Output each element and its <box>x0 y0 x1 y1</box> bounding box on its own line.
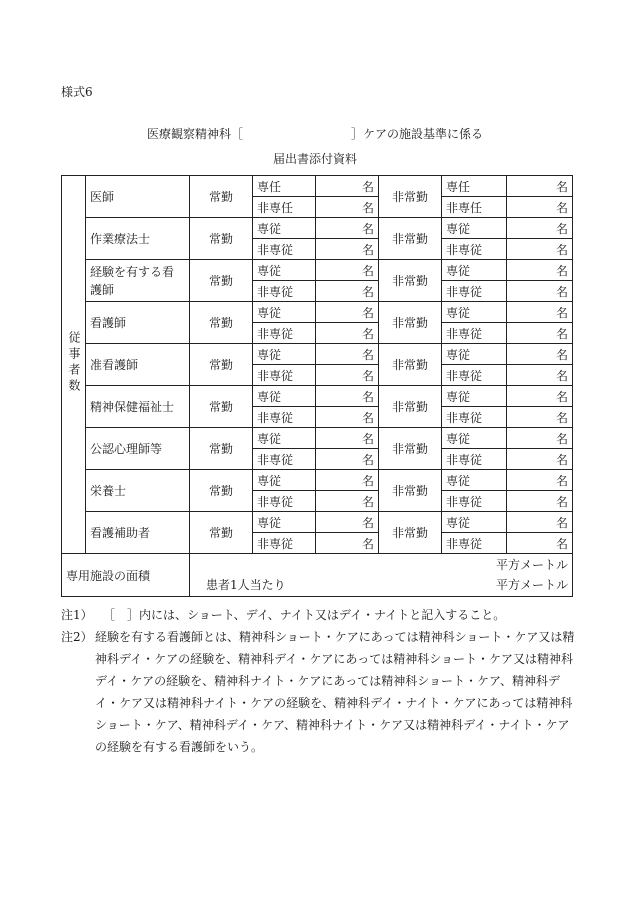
full-time-sub2-label: 非専従 <box>253 407 316 428</box>
staff-group-label: 従事者数 <box>62 176 86 554</box>
area-unit: 平方メートル <box>495 558 568 572</box>
role-label: 作業療法士 <box>86 218 190 260</box>
part-time-sub2-label: 非専従 <box>442 365 507 386</box>
table-row <box>62 344 573 365</box>
full-time-sub2-label: 非専任 <box>253 197 316 218</box>
document-subtitle: 届出書添付資料 <box>272 152 357 166</box>
part-time-sub1-count[interactable]: 名 <box>507 218 573 239</box>
full-time-sub2-count[interactable]: 名 <box>316 323 379 344</box>
full-time-label: 常勤 <box>190 218 253 260</box>
role-label: 公認心理師等 <box>86 428 190 470</box>
area-row <box>62 554 573 597</box>
part-time-sub1-label: 専従 <box>442 428 507 449</box>
part-time-sub1-count[interactable]: 名 <box>507 512 573 533</box>
per-patient-label: 患者1人当たり <box>206 578 286 592</box>
full-time-sub1-label: 専従 <box>253 260 316 281</box>
part-time-sub1-label: 専従 <box>442 218 507 239</box>
role-label: 看護師 <box>86 302 190 344</box>
part-time-sub2-label: 非専従 <box>442 449 507 470</box>
note-1-text: ［ ］内には、ショート、デイ、ナイト又はデイ・ナイトと記入すること。 <box>103 608 506 622</box>
role-label: 医師 <box>86 176 190 218</box>
part-time-sub2-count[interactable]: 名 <box>507 239 573 260</box>
part-time-label: 非常勤 <box>379 344 442 386</box>
part-time-sub1-count[interactable]: 名 <box>507 386 573 407</box>
part-time-sub1-label: 専従 <box>442 470 507 491</box>
part-time-sub2-count[interactable]: 名 <box>507 323 573 344</box>
full-time-sub1-count[interactable]: 名 <box>316 260 379 281</box>
full-time-label: 常勤 <box>190 512 253 554</box>
full-time-sub2-label: 非専従 <box>253 323 316 344</box>
part-time-sub1-count[interactable]: 名 <box>507 260 573 281</box>
role-label: 准看護師 <box>86 344 190 386</box>
part-time-sub2-label: 非専従 <box>442 407 507 428</box>
part-time-label: 非常勤 <box>379 386 442 428</box>
role-label: 看護補助者 <box>86 512 190 554</box>
role-label: 栄養士 <box>86 470 190 512</box>
document-title: 医療観察精神科［ ］ケアの施設基準に係る <box>146 127 483 141</box>
table-row <box>62 176 573 197</box>
full-time-sub1-label: 専従 <box>253 512 316 533</box>
full-time-sub2-label: 非専従 <box>253 281 316 302</box>
full-time-sub1-count[interactable]: 名 <box>316 470 379 491</box>
full-time-sub1-label: 専任 <box>253 176 316 197</box>
role-label: 経験を有する看護師 <box>86 260 190 302</box>
part-time-sub2-count[interactable]: 名 <box>507 449 573 470</box>
full-time-sub1-label: 専従 <box>253 302 316 323</box>
note-2-label: 注2） <box>61 630 93 644</box>
table-row <box>62 428 573 449</box>
full-time-sub1-label: 専従 <box>253 428 316 449</box>
part-time-sub1-label: 専従 <box>442 386 507 407</box>
full-time-sub2-label: 非専従 <box>253 449 316 470</box>
part-time-sub2-count[interactable]: 名 <box>507 281 573 302</box>
full-time-label: 常勤 <box>190 470 253 512</box>
note-2 <box>61 626 581 758</box>
full-time-sub1-count[interactable]: 名 <box>316 302 379 323</box>
full-time-sub2-label: 非専従 <box>253 533 316 554</box>
full-time-sub1-label: 専従 <box>253 470 316 491</box>
part-time-sub2-label: 非専従 <box>442 239 507 260</box>
full-time-sub2-count[interactable]: 名 <box>316 281 379 302</box>
part-time-label: 非常勤 <box>379 302 442 344</box>
part-time-sub1-label: 専従 <box>442 260 507 281</box>
full-time-sub1-count[interactable]: 名 <box>316 344 379 365</box>
part-time-sub2-label: 非専従 <box>442 281 507 302</box>
part-time-sub1-label: 専従 <box>442 512 507 533</box>
area-value-cell[interactable] <box>190 554 573 597</box>
full-time-label: 常勤 <box>190 344 253 386</box>
part-time-sub2-label: 非専従 <box>442 323 507 344</box>
part-time-label: 非常勤 <box>379 428 442 470</box>
full-time-label: 常勤 <box>190 260 253 302</box>
part-time-sub1-count[interactable]: 名 <box>507 344 573 365</box>
part-time-sub1-count[interactable]: 名 <box>507 302 573 323</box>
full-time-sub1-count[interactable]: 名 <box>316 386 379 407</box>
full-time-sub2-count[interactable]: 名 <box>316 449 379 470</box>
table-row <box>62 512 573 533</box>
part-time-label: 非常勤 <box>379 176 442 218</box>
area-label: 専用施設の面積 <box>62 554 190 597</box>
full-time-sub2-label: 非専従 <box>253 239 316 260</box>
table-row <box>62 386 573 407</box>
part-time-sub2-count[interactable]: 名 <box>507 407 573 428</box>
part-time-label: 非常勤 <box>379 470 442 512</box>
full-time-sub1-label: 専従 <box>253 344 316 365</box>
part-time-sub2-label: 非専従 <box>442 491 507 512</box>
full-time-label: 常勤 <box>190 302 253 344</box>
per-patient-unit: 平方メートル <box>495 578 568 592</box>
note-1-label: 注1） <box>61 608 93 622</box>
full-time-sub2-count[interactable]: 名 <box>316 365 379 386</box>
full-time-sub2-label: 非専従 <box>253 365 316 386</box>
part-time-label: 非常勤 <box>379 260 442 302</box>
full-time-label: 常勤 <box>190 386 253 428</box>
part-time-label: 非常勤 <box>379 512 442 554</box>
role-label: 精神保健福祉士 <box>86 386 190 428</box>
part-time-sub1-label: 専従 <box>442 344 507 365</box>
full-time-sub1-count[interactable]: 名 <box>316 176 379 197</box>
part-time-sub1-count[interactable]: 名 <box>507 428 573 449</box>
part-time-sub1-label: 専任 <box>442 176 507 197</box>
part-time-sub2-count[interactable]: 名 <box>507 197 573 218</box>
part-time-label: 非常勤 <box>379 218 442 260</box>
staff-table <box>61 175 573 597</box>
table-row <box>62 470 573 491</box>
part-time-sub1-count[interactable]: 名 <box>507 470 573 491</box>
full-time-sub1-label: 専従 <box>253 218 316 239</box>
notes <box>61 604 581 758</box>
table-row <box>62 302 573 323</box>
full-time-sub2-count[interactable]: 名 <box>316 407 379 428</box>
part-time-sub2-count[interactable]: 名 <box>507 491 573 512</box>
full-time-label: 常勤 <box>190 428 253 470</box>
part-time-sub2-count[interactable]: 名 <box>507 533 573 554</box>
full-time-sub1-count[interactable]: 名 <box>316 218 379 239</box>
full-time-sub1-count[interactable]: 名 <box>316 512 379 533</box>
full-time-label: 常勤 <box>190 176 253 218</box>
note-2-text: 経験を有する看護師とは、精神科ショート・ケアにあっては精神科ショート・ケア又は精神科デイ・ケアの経験を、精神科デイ・ケアにあっては精神科ショート・ケア又は精神科デイ・ケアの経験を、精神科ナイト・ケアにあっては精神科ショート・ケア、精神科デイ・ケア又は精神科ナイト・ケアの経験を、精神科デイ・ナイト・ケアにあっては精神科ショート・ケア、精神科デイ・ケア、精神科ナイト・ケア又は精神科デイ・ナイト・ケアの経験を有する看護師をいう。 <box>95 630 575 754</box>
full-time-sub2-count[interactable]: 名 <box>316 533 379 554</box>
part-time-sub1-count[interactable]: 名 <box>507 176 573 197</box>
full-time-sub1-label: 専従 <box>253 386 316 407</box>
part-time-sub2-label: 非専従 <box>442 533 507 554</box>
part-time-sub1-label: 専従 <box>442 302 507 323</box>
full-time-sub2-count[interactable]: 名 <box>316 197 379 218</box>
full-time-sub1-count[interactable]: 名 <box>316 428 379 449</box>
table-row <box>62 218 573 239</box>
full-time-sub2-count[interactable]: 名 <box>316 491 379 512</box>
form-number: 様式6 <box>61 85 93 99</box>
table-row <box>62 260 573 281</box>
part-time-sub2-label: 非専任 <box>442 197 507 218</box>
full-time-sub2-label: 非専従 <box>253 491 316 512</box>
full-time-sub2-count[interactable]: 名 <box>316 239 379 260</box>
note-1 <box>61 604 581 626</box>
part-time-sub2-count[interactable]: 名 <box>507 365 573 386</box>
